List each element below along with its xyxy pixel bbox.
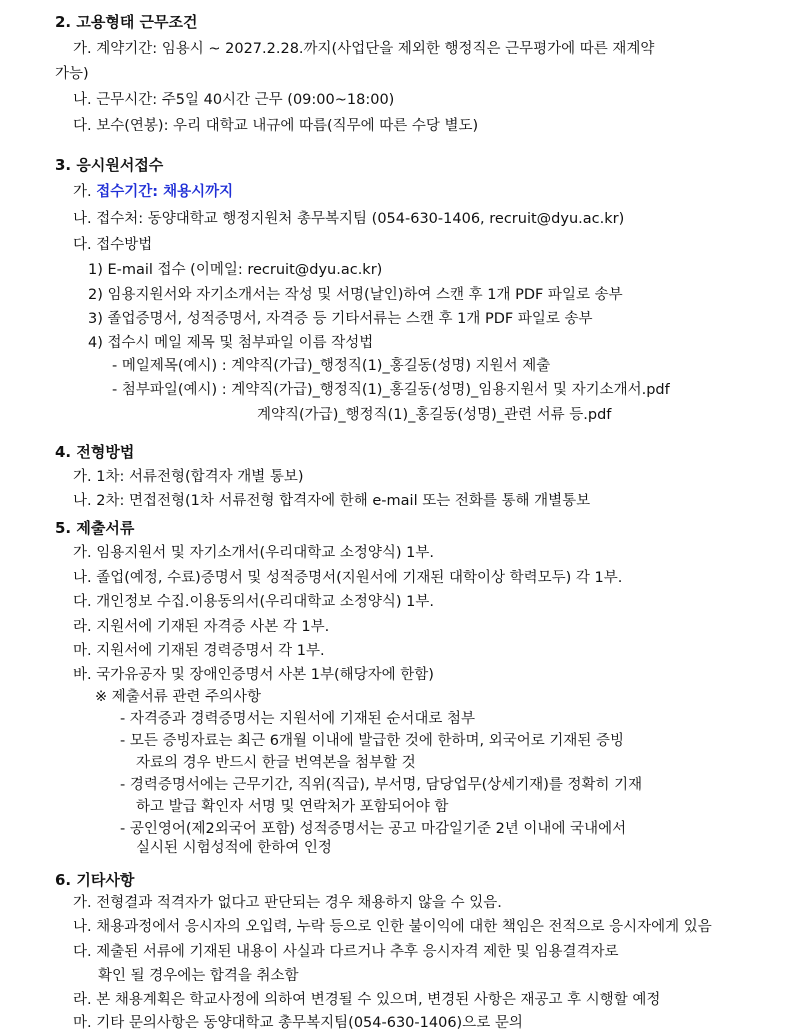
application-period bbox=[73, 182, 233, 202]
example-attachment-2: 계약직(가급)_행정직(1)_홍길동(성명)_관련 서류 등.pdf bbox=[257, 407, 612, 423]
salary: 다. 보수(연봉): 우리 대학교 내규에 따름(직무에 따른 수당 별도) bbox=[73, 118, 479, 134]
other-contact: 마. 기타 문의사항은 동양대학교 총무복지팀(054-630-1406)으로 문의 bbox=[73, 1015, 523, 1031]
other-plan-change: 라. 본 채용계획은 학교사정에 의하여 변경될 수 있으며, 변경된 사항은 재공고 후 시행할 예정 bbox=[73, 992, 661, 1008]
contract-period-cont: 가능) bbox=[55, 66, 89, 82]
screening-stage-1: 가. 1차: 서류전형(합격자 개별 통보) bbox=[73, 469, 304, 485]
doc-veteran-disability: 바. 국가유공자 및 장애인증명서 사본 1부(해당자에 한함) bbox=[73, 667, 434, 683]
method-email: 1) E-mail 접수 (이메일: recruit@dyu.ac.kr) bbox=[88, 262, 383, 278]
doc-note-1: - 자격증과 경력증명서는 지원서에 기재된 순서대로 첨부 bbox=[120, 711, 476, 727]
application-method: 다. 접수방법 bbox=[73, 237, 153, 253]
section-5-heading: 5. 제출서류 bbox=[55, 519, 135, 537]
application-period-highlight: 접수기간: 채용시까지 bbox=[96, 184, 234, 200]
other-responsibility: 나. 채용과정에서 응시자의 오입력, 누락 등으로 인한 불이익에 대한 책임은 전적으로 응시자에게 있음 bbox=[73, 919, 712, 935]
application-office: 나. 접수처: 동양대학교 행정지원처 총무복지팀 (054-630-1406, recruit@dyu.ac.kr) bbox=[73, 211, 625, 227]
doc-note-2: - 모든 증빙자료는 최근 6개월 이내에 발급한 것에 한하며, 외국어로 기재된 증빙 bbox=[120, 733, 624, 749]
other-cancellation-cont: 확인 될 경우에는 합격을 취소함 bbox=[98, 968, 299, 984]
application-period-prefix: 가. bbox=[73, 184, 97, 200]
other-cancellation: 다. 제출된 서류에 기재된 내용이 사실과 다르거나 추후 응시자격 제한 및 임용결격자로 bbox=[73, 944, 619, 960]
example-attachment-1: - 첨부파일(예시) : 계약직(가급)_행정직(1)_홍길동(성명)_임용지원서 및 자기소개서.pdf bbox=[112, 382, 670, 398]
doc-privacy-consent: 다. 개인정보 수집.이용동의서(우리대학교 소정양식) 1부. bbox=[73, 594, 434, 610]
section-3-heading: 3. 응시원서접수 bbox=[55, 156, 164, 174]
doc-application: 가. 임용지원서 및 자기소개서(우리대학교 소정양식) 1부. bbox=[73, 545, 434, 561]
doc-note-4-cont: 실시된 시험성적에 한하여 인정 bbox=[136, 840, 332, 856]
doc-notes-heading: ※ 제출서류 관련 주의사항 bbox=[95, 689, 262, 705]
doc-career: 마. 지원서에 기재된 경력증명서 각 1부. bbox=[73, 643, 325, 659]
method-naming-rule: 4) 접수시 메일 제목 및 첨부파일 이름 작성법 bbox=[88, 335, 374, 351]
method-other-documents: 3) 졸업증명서, 성적증명서, 자격증 등 기타서류는 스캔 후 1개 PDF 파일로 송부 bbox=[88, 311, 593, 327]
doc-note-3: - 경력증명서에는 근무기간, 직위(직급), 부서명, 담당업무(상세기재)를 정확히 기재 bbox=[120, 777, 643, 793]
method-application-form: 2) 임용지원서와 자기소개서는 작성 및 서명(날인)하여 스캔 후 1개 PDF 파일로 송부 bbox=[88, 287, 623, 303]
contract-period: 가. 계약기간: 임용시 ~ 2027.2.28.까지(사업단을 제외한 행정직은 근무평가에 따른 재계약 bbox=[73, 41, 655, 57]
doc-note-4: - 공인영어(제2외국어 포함) 성적증명서는 공고 마감일기준 2년 이내에 국내에서 bbox=[120, 821, 627, 837]
working-hours: 나. 근무시간: 주5일 40시간 근무 (09:00~18:00) bbox=[73, 92, 395, 108]
doc-note-3-cont: 하고 발급 확인자 서명 및 연락처가 포함되어야 함 bbox=[136, 799, 449, 815]
example-mail-title: - 메일제목(예시) : 계약직(가급)_행정직(1)_홍길동(성명) 지원서 제출 bbox=[112, 358, 551, 374]
screening-stage-2: 나. 2차: 면접전형(1차 서류전형 합격자에 한해 e-mail 또는 전화를 통해 개별통보 bbox=[73, 493, 591, 509]
section-2-heading: 2. 고용형태 근무조건 bbox=[55, 13, 198, 31]
section-4-heading: 4. 전형방법 bbox=[55, 443, 135, 461]
doc-certificates: 라. 지원서에 기재된 자격증 사본 각 1부. bbox=[73, 619, 330, 635]
doc-note-2-cont: 자료의 경우 반드시 한글 번역본을 첨부할 것 bbox=[136, 755, 416, 771]
doc-graduation: 나. 졸업(예정, 수료)증명서 및 성적증명서(지원서에 기재된 대학이상 학력모두) 각 1부. bbox=[73, 570, 623, 586]
other-no-candidate: 가. 전형결과 적격자가 없다고 판단되는 경우 채용하지 않을 수 있음. bbox=[73, 895, 502, 911]
section-6-heading: 6. 기타사항 bbox=[55, 871, 135, 889]
